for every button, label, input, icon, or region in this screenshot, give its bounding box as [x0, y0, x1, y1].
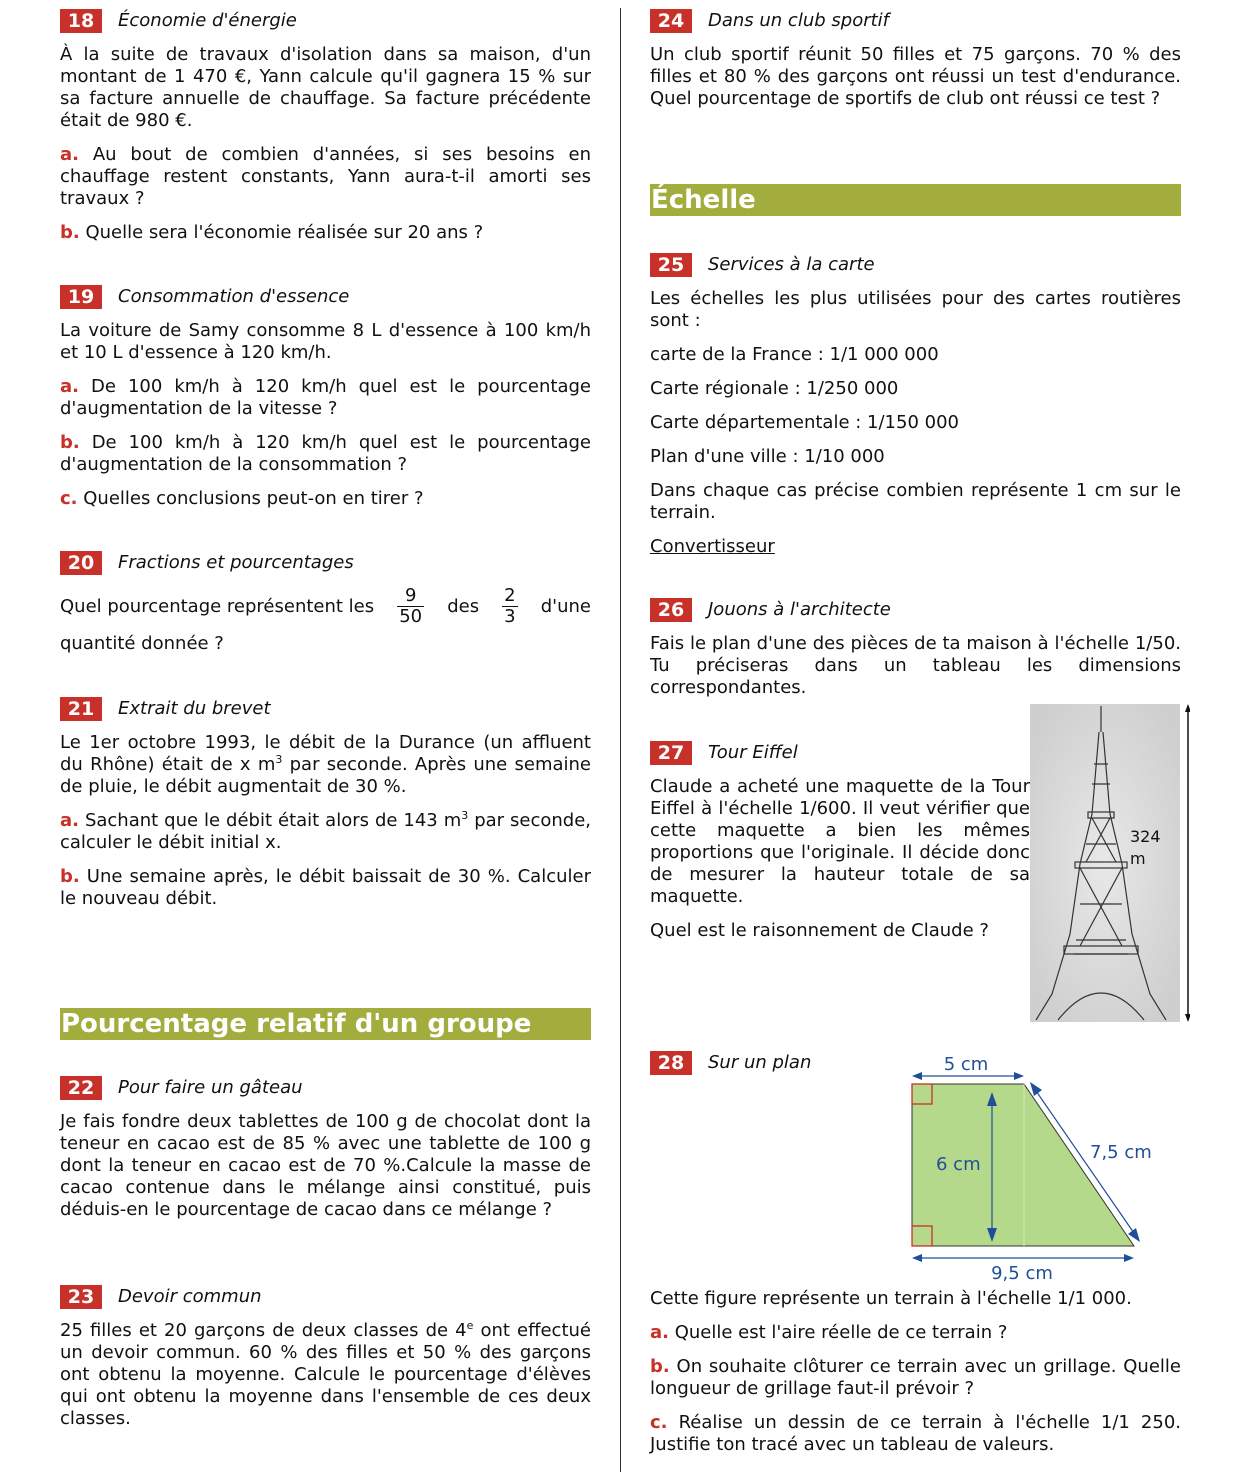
exercise-question: Quel est le raisonnement de Claude ? [650, 920, 989, 941]
exercise-text: Un club sportif réunit 50 filles et 75 garçons. 70 % des filles et 80 % des garçons ont réussi un test d'endurance. Quel pourcentage de sportifs de club ont réussi ce test ? [650, 44, 1181, 109]
exercise-title: Services à la carte [708, 254, 875, 275]
exercise-number: 23 [60, 1285, 102, 1309]
superscript: 3 [275, 753, 283, 766]
superscript: e [466, 1319, 474, 1332]
exercise-header [60, 1075, 591, 1101]
exercise-19 [60, 284, 591, 522]
dim-bottom-arrow-left [912, 1254, 922, 1262]
dim-height-label: 6 cm [936, 1154, 981, 1175]
exercise-text: Claude a acheté une maquette de la Tour Eiffel à l'échelle 1/600. Il veut vérifier que cette maquette a bien les mêmes proportions que l'originale. Il décide donc de mesurer la hauteur totale de sa maquette. [650, 776, 1030, 907]
question-text: De 100 km/h à 120 km/h quel est le pourcentage d'augmentation de la consommation ? [60, 432, 591, 475]
question-a [650, 1322, 1181, 1344]
exercise-18 [60, 8, 591, 256]
scale-item: carte de la France : 1/1 000 000 [650, 344, 939, 365]
exercise-header [60, 8, 591, 34]
exercise-header [650, 252, 1181, 278]
exercise-number: 21 [60, 697, 102, 721]
exercise-text: Fais le plan d'une des pièces de ta maison à l'échelle 1/50. Tu préciseras dans un tableau les dimensions correspondantes. [650, 633, 1181, 698]
question-label: c. [650, 1412, 668, 1433]
exercise-title: Fractions et pourcentages [118, 552, 354, 573]
question-label: b. [60, 866, 80, 887]
exercise-title: Sur un plan [708, 1052, 812, 1073]
tower-height-label: 324 m [1130, 827, 1161, 868]
column-divider [620, 8, 621, 1472]
text-fragment: d'une [540, 595, 591, 617]
question-c [60, 488, 591, 510]
dim-top-arrow-left [912, 1072, 922, 1080]
question-text: Quelles conclusions peut-on en tirer ? [83, 488, 424, 509]
exercise-number: 27 [650, 741, 692, 765]
exercise-number: 24 [650, 9, 692, 33]
exercise-22 [60, 1075, 591, 1233]
exercise-text-end: quantité donnée ? [60, 633, 224, 654]
question-label: a. [60, 144, 79, 165]
exercise-text: Je fais fondre deux tablettes de 100 g de chocolat dont la teneur en cacao est de 85 % avec une tablette de 100 g dont la teneur en cacao est de 70 %.Calcule la masse de cacao contenue dans le mélange ainsi constitué, puis déduis-en le pourcentage de cacao dans ce mélange ? [60, 1111, 591, 1220]
question-c [650, 1412, 1181, 1456]
field-figure [900, 1050, 1160, 1286]
exercise-intro: La voiture de Samy consomme 8 L d'essence à 100 km/h et 10 L d'essence à 120 km/h. [60, 320, 591, 363]
exercise-text [60, 1320, 591, 1430]
exercise-title: Consommation d'essence [118, 286, 350, 307]
exercise-number: 28 [650, 1051, 692, 1075]
exercise-title: Tour Eiffel [708, 742, 798, 763]
dim-slant-label: 7,5 cm [1090, 1142, 1152, 1163]
exercise-text [60, 586, 591, 627]
dim-top-label: 5 cm [943, 1054, 989, 1075]
exercise-number: 20 [60, 551, 102, 575]
text-fragment: Le 1er octobre 1993, le débit de la Durance (un affluent du Rhône) était de x m [60, 732, 591, 775]
question-label: a. [650, 1322, 669, 1343]
question-label: c. [60, 488, 78, 509]
exercise-header [650, 597, 1181, 623]
dim-slant-arrow-top [1030, 1082, 1042, 1096]
exercise-intro: Cette figure représente un terrain à l'échelle 1/1 000. [650, 1288, 1132, 1309]
fraction-9-50 [397, 586, 424, 627]
exercise-28-questions [650, 1288, 1181, 1468]
question-label: b. [650, 1356, 670, 1377]
superscript: 3 [461, 809, 469, 822]
exercise-24 [650, 8, 1181, 122]
question-a [60, 144, 591, 210]
exercise-title: Devoir commun [118, 1286, 262, 1307]
exercise-header [60, 1284, 591, 1310]
exercise-intro [60, 732, 591, 798]
exercise-number: 18 [60, 9, 102, 33]
exercise-title: Économie d'énergie [118, 10, 297, 31]
text-fragment: Sachant que le débit était alors de 143 m [84, 810, 462, 831]
section-heading-echelle: Échelle [650, 184, 1181, 216]
height-arrow-bottom [1185, 1014, 1190, 1022]
height-arrow-top [1185, 704, 1190, 712]
section-heading-pourcentage: Pourcentage relatif d'un groupe [60, 1008, 591, 1040]
question-label: b. [60, 432, 80, 453]
scale-item: Carte départementale : 1/150 000 [650, 412, 959, 433]
exercise-question: Dans chaque cas précise combien représente 1 cm sur le terrain. [650, 480, 1181, 523]
question-b [60, 222, 591, 244]
exercise-intro: À la suite de travaux d'isolation dans sa maison, d'un montant de 1 470 €, Yann calcule qu'il gagnera 15 % sur sa facture annuelle de chauffage. Sa facture précédente était de 980 €. [60, 44, 591, 131]
text-fragment: ont effectué un devoir commun. 60 % des filles et 50 % des garçons ont obtenu la moyenne. Calcule le pourcentage d'élèves qui ont obtenu la moyenne dans l'ensemble de ces deux classes. [60, 1320, 591, 1429]
exercise-header [60, 284, 591, 310]
exercise-header [60, 696, 591, 722]
fraction-numerator: 2 [504, 585, 516, 606]
question-b [60, 432, 591, 476]
exercise-number: 19 [60, 285, 102, 309]
exercise-23 [60, 1284, 591, 1442]
exercise-title: Extrait du brevet [118, 698, 271, 719]
exercise-21 [60, 696, 591, 922]
exercise-26 [650, 597, 1181, 711]
question-b [650, 1356, 1181, 1400]
text-fragment: Quel pourcentage représentent les [60, 595, 375, 617]
question-text: Une semaine après, le débit baissait de 30 %. Calculer le nouveau débit. [60, 866, 591, 909]
question-text: Réalise un dessin de ce terrain à l'échelle 1/1 250. Justifie ton tracé avec un tableau de valeurs. [650, 1412, 1181, 1455]
exercise-20 [60, 550, 591, 667]
question-text: Quelle est l'aire réelle de ce terrain ? [674, 1322, 1008, 1343]
question-text: On souhaite clôturer ce terrain avec un grillage. Quelle longueur de grillage faut-il prévoir ? [650, 1356, 1181, 1399]
exercise-header [650, 8, 1181, 34]
exercise-25 [650, 252, 1181, 570]
question-a [60, 810, 591, 854]
dim-bottom-label: 9,5 cm [991, 1263, 1053, 1284]
question-text: Au bout de combien d'années, si ses besoins en chauffage restent constants, Yann aura-t-il amorti ses travaux ? [60, 144, 591, 209]
question-text: De 100 km/h à 120 km/h quel est le pourcentage d'augmentation de la vitesse ? [60, 376, 591, 419]
fraction-denominator: 3 [504, 606, 516, 627]
fraction-numerator: 9 [397, 586, 424, 607]
dim-bottom-arrow-right [1124, 1254, 1134, 1262]
exercise-title: Jouons à l'architecte [708, 599, 891, 620]
exercise-number: 22 [60, 1076, 102, 1100]
exercise-number: 26 [650, 598, 692, 622]
exercise-number: 25 [650, 253, 692, 277]
question-a [60, 376, 591, 420]
exercise-header [60, 550, 591, 576]
convertisseur-link[interactable]: Convertisseur [650, 536, 775, 557]
text-fragment: des [447, 595, 480, 617]
scale-item: Plan d'une ville : 1/10 000 [650, 446, 885, 467]
text-fragment: par seconde. Après une semaine de pluie, le débit augmentait de 30 %. [60, 754, 591, 797]
question-b [60, 866, 591, 910]
scale-item: Carte régionale : 1/250 000 [650, 378, 899, 399]
exercise-27 [650, 740, 1030, 954]
exercise-title: Dans un club sportif [708, 10, 890, 31]
exercise-intro: Les échelles les plus utilisées pour des cartes routières sont : [650, 288, 1181, 331]
question-label: a. [60, 810, 79, 831]
dim-top-arrow-right [1014, 1072, 1024, 1080]
fraction-denominator: 50 [399, 606, 423, 627]
question-label: a. [60, 376, 79, 397]
question-text: Quelle sera l'économie réalisée sur 20 ans ? [85, 222, 484, 243]
exercise-header [650, 740, 1030, 766]
text-fragment: 25 filles et 20 garçons de deux classes de 4 [60, 1320, 467, 1341]
text-fragment: par seconde, calculer le débit initial x. [60, 810, 592, 853]
question-label: b. [60, 222, 80, 243]
fraction-2-3 [502, 586, 517, 627]
exercise-title: Pour faire un gâteau [118, 1077, 303, 1098]
